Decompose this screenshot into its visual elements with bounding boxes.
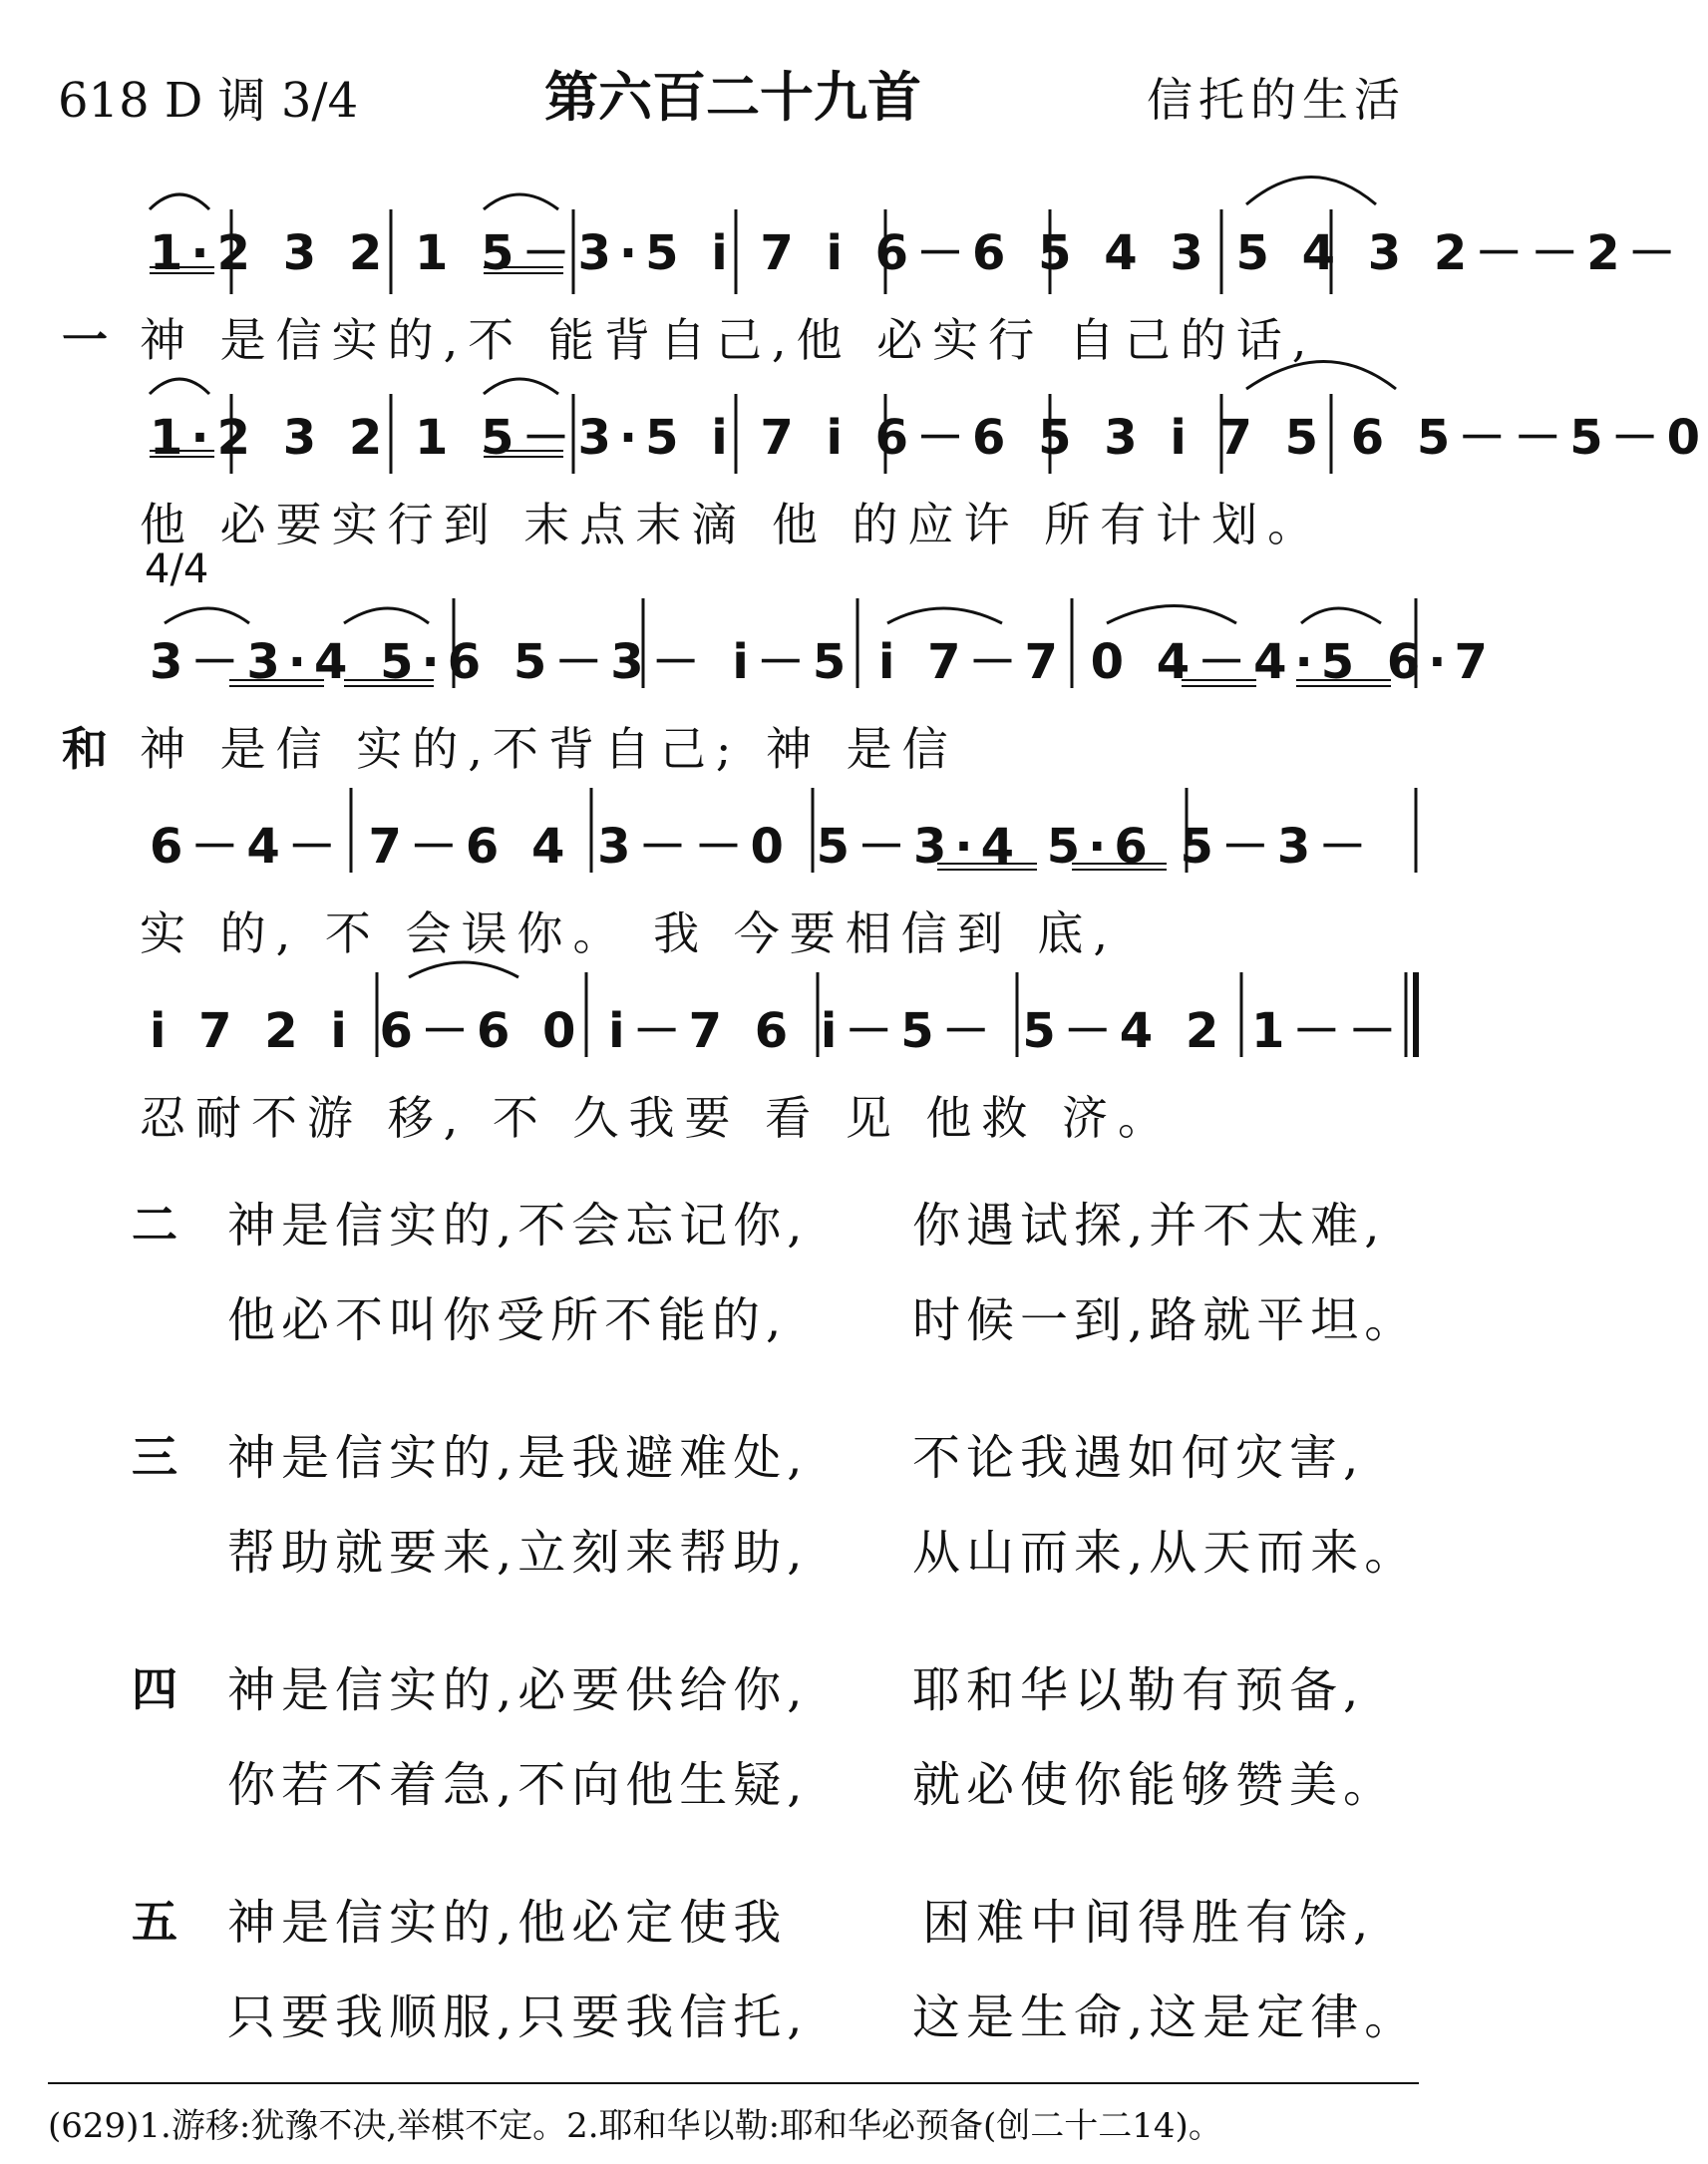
footnote-divider: [48, 2082, 1419, 2084]
verse-line: 这是生命,这是定律。: [912, 1989, 1419, 2045]
notes-line-1: 1·2 3 2 1 5－3·5 i 7 i 6－6 5 4 3 5 4 3 2－－2－: [150, 225, 1684, 281]
verse-line: 你若不着急,不向他生疑,: [227, 1757, 809, 1813]
verse-number: 三: [132, 1430, 177, 1484]
verse-line: 神是信实的,他必定使我: [227, 1895, 788, 1951]
lyrics-line-4: 实 的, 不 会误你。 我 今要相信到 底,: [140, 906, 1118, 960]
verse-line: 耶和华以勒有预备,: [912, 1662, 1365, 1718]
notes-line-5: i 7 2 i 6－6 0 i－7 6 i－5－ 5－4 2 1－－: [150, 1003, 1405, 1059]
verse-line: 从山而来,从天而来。: [912, 1525, 1419, 1581]
notes-line-2: 1·2 3 2 1 5－3·5 i 7 i 6－6 5 3 i 7 5 6 5－－5－0: [150, 410, 1708, 466]
verse-number: 五: [132, 1895, 177, 1949]
verse-marker-1: 一: [62, 313, 108, 367]
verse-line: 你遇试探,并不太难,: [912, 1198, 1386, 1254]
hymn-number-key-time: 618 D 调 3/4: [58, 73, 359, 129]
verse-line: 他必不叫你受所不能的,: [227, 1292, 788, 1348]
verse-line: 只要我顺服,只要我信托,: [227, 1989, 809, 2045]
notes-line-4: 6－4－ 7－6 4 3－－0 5－3·4 5·6 5－3－: [150, 819, 1375, 875]
verse-number: 四: [132, 1662, 177, 1716]
verse-line: 神是信实的,不会忘记你,: [227, 1198, 809, 1254]
lyrics-line-5: 忍耐不游 移, 不 久我要 看 见 他救 济。: [140, 1091, 1174, 1145]
verse-line: 神是信实的,必要供给你,: [227, 1662, 809, 1718]
lyrics-line-2: 他 必要实行到 末点末滴 他 的应许 所有计划。: [140, 498, 1324, 551]
refrain-marker: 和: [62, 722, 108, 776]
verse-number: 二: [132, 1198, 177, 1252]
verse-line: 就必使你能够赞美。: [912, 1757, 1398, 1813]
lyrics-line-3: 神 是信 实的,不背自己; 神 是信: [140, 722, 958, 776]
lyrics-line-1: 神 是信实的,不 能背自己,他 必实行 自己的话,: [140, 313, 1317, 367]
hymn-category: 信托的生活: [1147, 73, 1406, 127]
verse-line: 困难中间得胜有馀,: [922, 1895, 1375, 1951]
time-signature-change: 4/4: [145, 546, 209, 592]
verse-line: 神是信实的,是我避难处,: [227, 1430, 809, 1486]
verse-line: 帮助就要来,立刻来帮助,: [227, 1525, 809, 1581]
verse-line: 时候一到,路就平坦。: [912, 1292, 1419, 1348]
notes-line-3: 3－3·4 5·6 5－3－ i－5 i 7－7 0 4－4·5 6·7: [150, 634, 1496, 690]
hymn-title: 第六百二十九首: [544, 66, 921, 129]
verse-line: 不论我遇如何灾害,: [912, 1430, 1365, 1486]
footnote: (629)1.游移:犹豫不决,举棋不定。2.耶和华以勒:耶和华必预备(创二十二14)。: [48, 2106, 1222, 2146]
